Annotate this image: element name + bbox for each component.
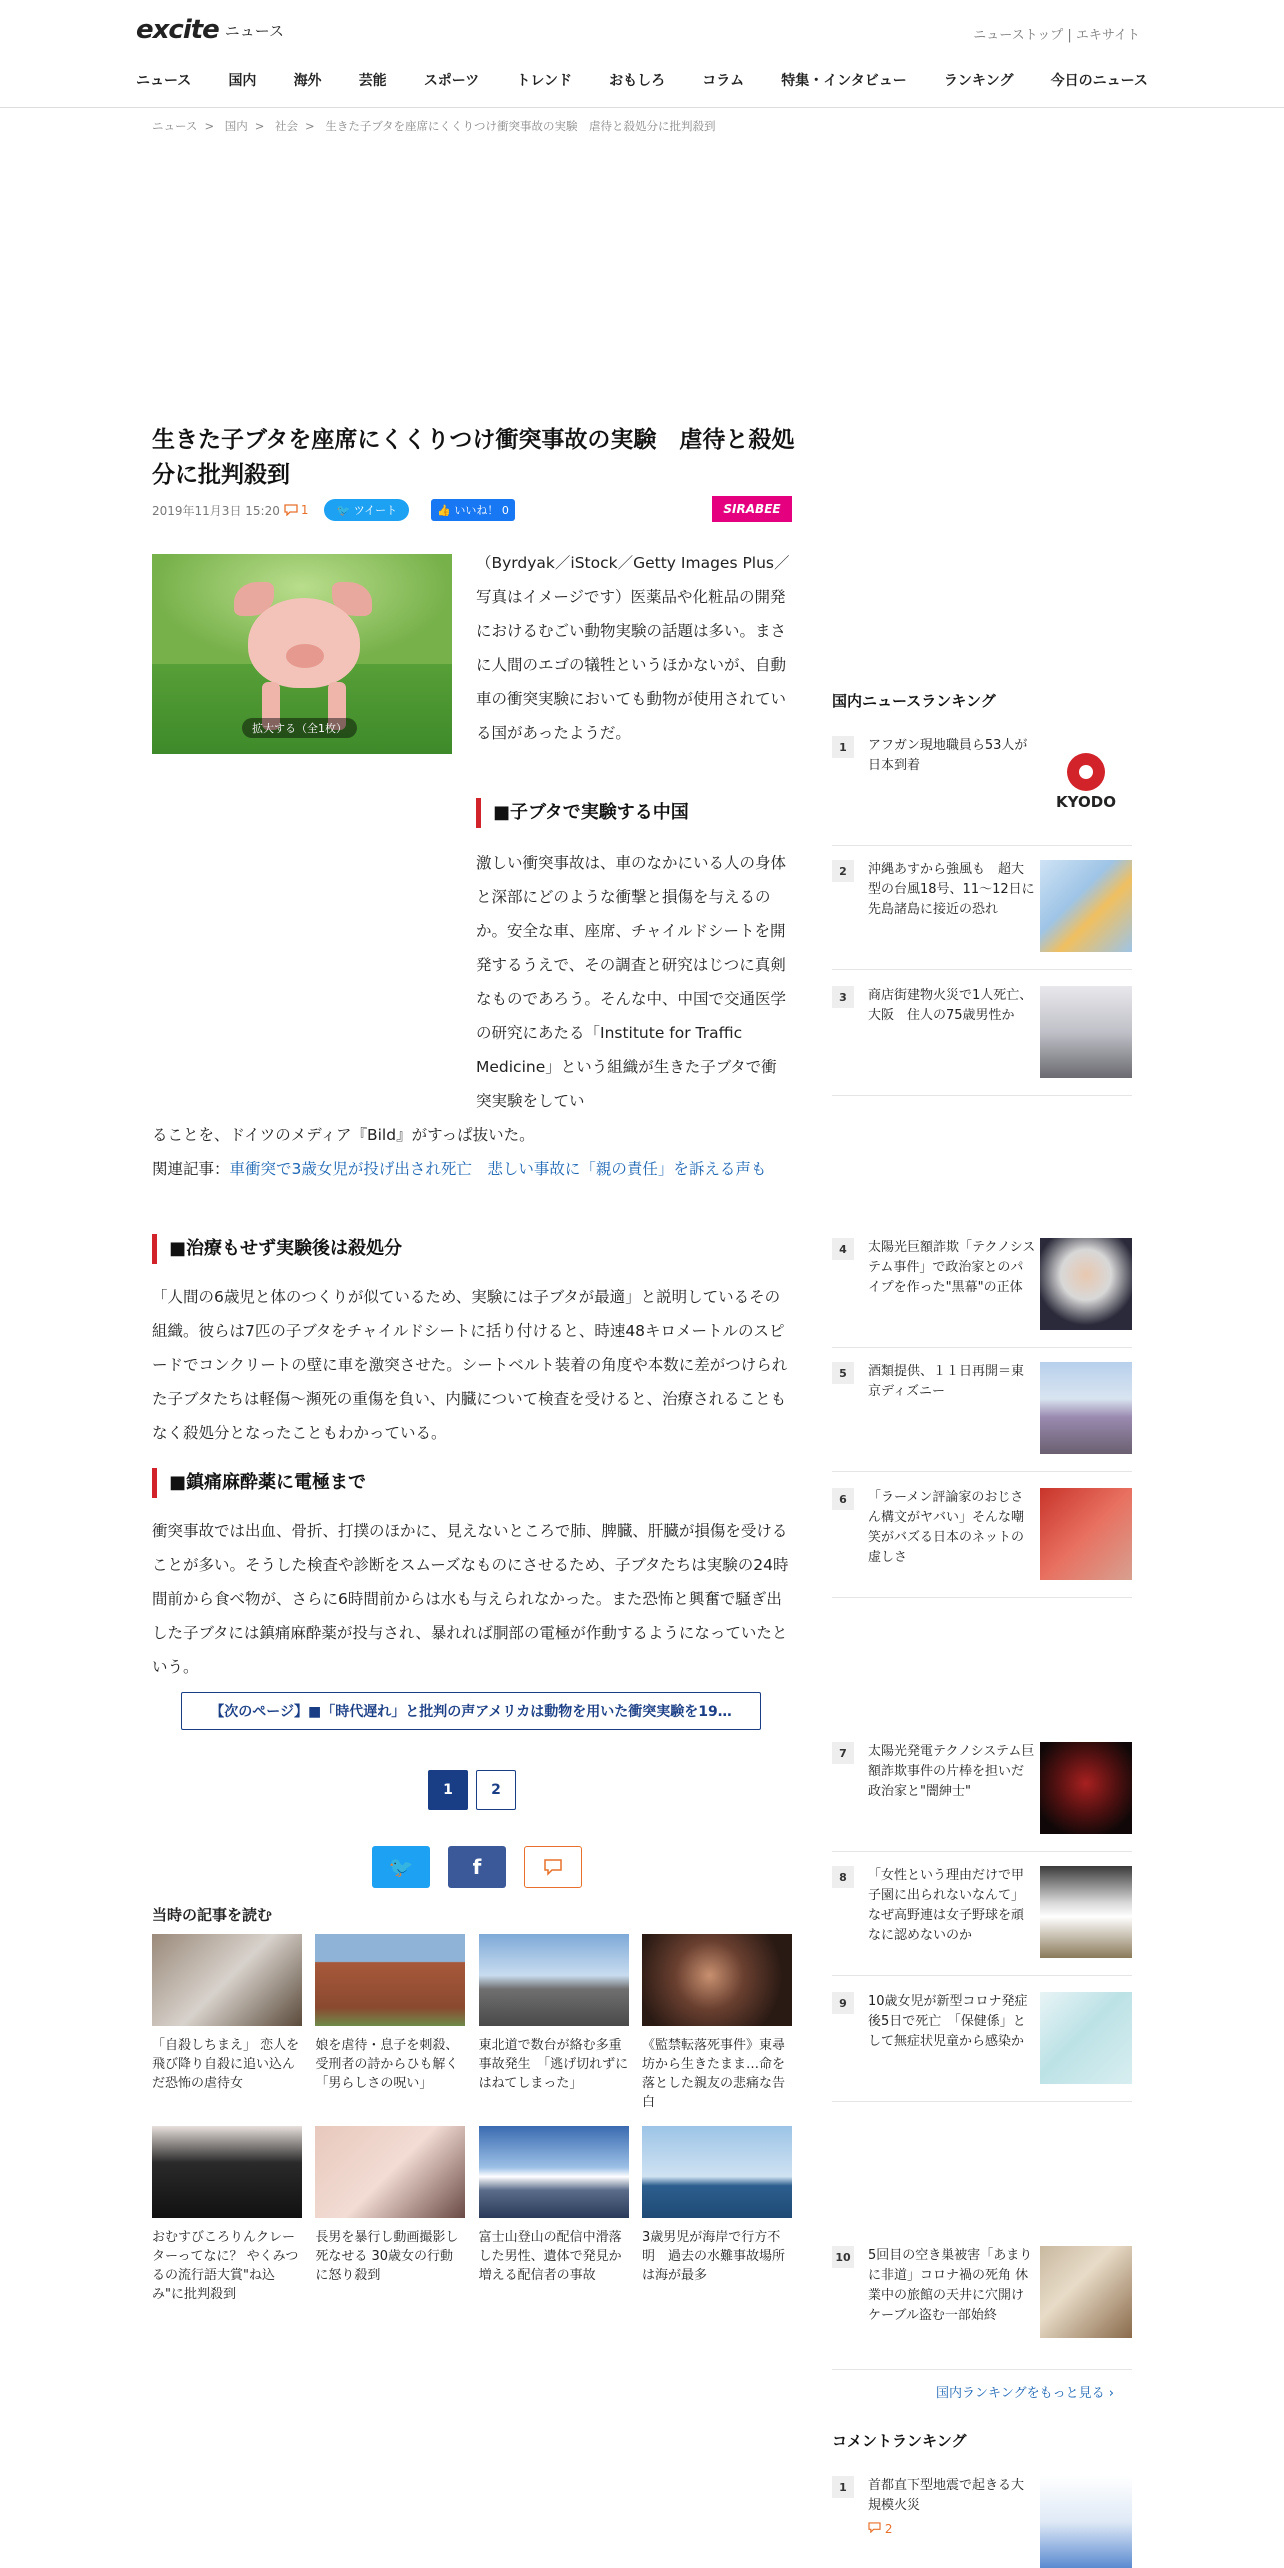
article-date: 2019年11月3日 15:20 [152,503,280,518]
ranking-item[interactable] [832,986,1132,1096]
rank-number: 1 [832,2476,854,2498]
nav-trend[interactable]: トレンド [516,73,573,89]
comment-count[interactable] [284,503,309,517]
related-article [152,1152,792,1186]
rank-thumb [1040,986,1132,1078]
ranking-item[interactable] [832,1362,1132,1472]
nav-domestic[interactable]: 国内 [228,73,257,89]
ranking-item[interactable] [832,2246,1132,2370]
related-heading: 当時の記事を読む [152,1906,273,1924]
rank-number: 10 [832,2246,854,2268]
thumbs-up-icon: 👍 [437,504,451,517]
rank-number: 6 [832,1488,854,1510]
related-thumb [479,1934,629,2026]
rank-title: 太陽光巨額詐欺「テクノシステム事件」で政治家とのパイプを作った"黒幕"の正体 [868,1240,1036,1295]
page-1[interactable]: 1 [428,1770,468,1810]
twitter-icon: 🐦 [336,504,351,517]
article-para-2a: 激しい衝突事故は、車のなかにいる人の身体と深部にどのような衝撃と損傷を与えるのか。安全な車、座席、チャイルドシートを開発するうえで、その調査と研究はじつに真剣なものであろう。そんな中、中国で交通医学の研究にあたる「Institute for Traffic Medicine」という組織が生きた子ブタで衝突実験をしてい [476,854,787,1110]
rank-thumb [1040,2246,1132,2338]
related-thumb [642,2126,792,2218]
page-2[interactable]: 2 [476,1770,516,1810]
article-para-3: 「人間の6歳児と体のつくりが似ているため、実験には子ブタが最適」と説明しているその組織。彼らは7匹の子ブタをチャイルドシートに括り付けると、時速48キロメートルのスピードでコンクリートの壁に車を激突させた。シートベルト装着の角度や本数に差がつけられた子ブタたちは軽傷～瀕死の重傷を負い、内臓について検査を受けると、治療されることもなく殺処分となったこともわかっている。 [152,1288,788,1442]
related-caption: おむすびころりんクレーターってなに？ やくみつるの流行語大賞"ね込み"に批判殺到 [152,2230,299,2302]
rank-title: 商店街建物火災で1人死亡、大阪 住人の75歳男性か [868,988,1033,1023]
nav-news[interactable]: ニュース [136,73,192,89]
article-meta [152,496,792,524]
related-caption: 娘を虐待・息子を刺殺、受刑者の詩からひも解く「男らしさの呪い」 [315,2038,459,2091]
link-excite[interactable]: エキサイト [1075,28,1140,43]
site-header [0,0,1284,108]
rank-number: 4 [832,1238,854,1260]
nav-feature[interactable]: 特集・インタビュー [781,73,907,89]
related-card[interactable] [478,2126,635,2304]
comment-icon [543,1858,563,1876]
chevron-right-icon: › [1108,2386,1114,2401]
nav-funny[interactable]: おもしろ [609,73,666,89]
rank-number: 9 [832,1992,854,2014]
related-thumb [642,1934,792,2026]
enlarge-caption[interactable]: 拡大する（全1枚） [242,718,357,738]
like-button[interactable] [431,499,515,521]
related-thumb [152,1934,302,2026]
rank-comment-value: 2 [884,2522,893,2536]
section-heading-3: ■鎮痛麻酔薬に電極まで [152,1468,366,1498]
next-page-button[interactable]: 【次のページ】■「時代遅れ」と批判の声アメリカは動物を用いた衝突実験を19… [181,1692,761,1730]
nav-entertainment[interactable]: 芸能 [358,73,387,89]
ranking-item[interactable] [832,860,1132,970]
top-links: ニューストップ | エキサイト [973,28,1140,43]
nav-today[interactable]: 今日のニュース [1050,73,1148,89]
article-photo[interactable] [152,554,452,754]
ranking-item[interactable] [832,1992,1132,2102]
comment-icon [284,504,298,516]
related-thumb [479,2126,629,2218]
ranking-item[interactable] [832,736,1132,846]
rank-title: 5回目の空き巣被害「あまりに非道」コロナ禍の死角 休業中の旅館の天井に穴開けケーブル盗む一部始終 [868,2248,1033,2323]
nav-ranking[interactable]: ランキング [943,73,1014,89]
related-card[interactable] [315,1934,465,2112]
share-comment-button[interactable] [524,1846,582,1888]
related-card[interactable] [152,1934,302,2112]
site-logo[interactable] [136,14,284,46]
rank-comment-count [868,2522,892,2536]
rank-number: 8 [832,1866,854,1888]
related-article-link[interactable]: 車衝突で3歳女児が投げ出され死亡 悲しい事故に「親の責任」を訴える声も [229,1160,767,1178]
rank-number: 7 [832,1742,854,1764]
rank-thumb [1040,1866,1132,1958]
article-para-4: 衝突事故では出血、骨折、打撲のほかに、見えないところで肺、脾臓、肝臓が損傷を受けることが多い。そうした検査や診断をスムーズなものにさせるため、子ブタたちは実験の24時間前から食べ物が、さらに6時間前からは水も与えられなかった。また恐怖と興奮で騒ぎ出した子ブタには鎮痛麻酔薬が投与され、暴れれば胴部の電極が作動するようになっていたという。 [152,1522,789,1676]
related-caption: 「自殺しちまえ」 恋人を飛び降り自殺に追い込んだ恐怖の虐待女 [152,2038,300,2091]
breadcrumb-news[interactable]: ニュース [152,119,198,133]
related-card[interactable] [642,2126,792,2304]
nav-column[interactable]: コラム [702,73,745,89]
breadcrumb-domestic[interactable]: 国内 [224,119,248,133]
ranking-item[interactable] [832,1742,1132,1852]
section-heading-2: ■治療もせず実験後は殺処分 [152,1234,402,1264]
related-row-1 [152,1934,792,2112]
section-heading-1: ■子ブタで実験する中国 [476,798,689,828]
rank-thumb [1040,2476,1132,2568]
comment-icon [868,2522,881,2533]
twitter-icon: 🐦 [388,1855,414,1879]
related-label: 関連記事： [152,1160,230,1178]
comment-ranking-heading: コメントランキング [832,2432,967,2450]
rank-title: 「ラーメン評論家のおじさん構文がヤバい」そんな嘲笑がバズる日本のネットの虚しさ [868,1490,1025,1565]
ranking-more-label: 国内ランキングをもっと見る [936,2386,1105,2401]
comment-count-value: 1 [300,503,309,517]
nav-world[interactable]: 海外 [293,73,322,89]
share-facebook-button[interactable] [448,1846,506,1888]
kyodo-logo: KYODO [1056,793,1116,811]
tweet-button[interactable] [324,499,409,521]
ranking-heading: 国内ニュースランキング [832,692,996,710]
rank-thumb [1040,1238,1132,1330]
related-card[interactable] [642,1934,792,2112]
rank-title: 沖縄あすから強風も 超大型の台風18号、11～12日に先島諸島に接近の恐れ [868,862,1035,917]
facebook-icon: f [472,1855,482,1879]
logo-excite: excite [136,15,219,45]
related-caption: 3歳男児が海岸で行方不明 過去の水難事故場所は海が最多 [641,2230,785,2283]
rank-title: 酒類提供、１１日再開＝東京ディズニー [868,1364,1025,1399]
main-nav [136,70,1148,90]
rank-number: 1 [832,736,854,758]
related-card[interactable] [315,2126,465,2304]
ranking-more-link[interactable] [936,2382,1114,2401]
source-logo[interactable]: SIRABEE [712,496,792,522]
rank-number: 2 [832,860,854,882]
rank-number: 3 [832,986,854,1008]
article-para-2b: ることを、ドイツのメディア『Bild』がすっぱ抜いた。 [152,1126,535,1144]
pagination [428,1770,516,1810]
rank-title: 10歳女児が新型コロナ発症後5日で死亡 「保健係」として無症状児童から感染か [868,1994,1028,2049]
related-caption: 長男を暴行し動画撮影し死なせる 30歳女の行動に怒り殺到 [315,2230,459,2283]
rank-thumb [1040,1362,1132,1454]
rank-title: 「女性という理由だけで甲子園に出られないなんて」なぜ高野連は女子野球を頑なに認めないのか [868,1868,1025,1943]
related-thumb [315,2126,465,2218]
like-label: いいね！ 0 [454,504,509,517]
logo-news: ニュース [224,21,285,40]
ranking-item[interactable] [832,1866,1132,1976]
ranking-item[interactable] [832,1238,1132,1348]
nav-sports[interactable]: スポーツ [423,73,480,89]
rank-title: 首都直下型地震で起きる大規模火災 [868,2478,1025,2513]
related-caption: 富士山登山の配信中滑落した男性、遺体で発見か 増える配信者の事故 [478,2230,635,2283]
rank-title: アフガン現地職員ら53人が日本到着 [868,738,1028,773]
article-title: 生きた子ブタを座席にくくりつけ衝突事故の実験 虐待と殺処分に批判殺到 [152,427,795,488]
related-card[interactable] [152,2126,302,2304]
link-news-top[interactable]: ニューストップ [973,28,1064,43]
tweet-label: ツイート [353,504,398,517]
share-buttons [372,1846,582,1888]
rank-number: 5 [832,1362,854,1384]
ranking-item[interactable] [832,1488,1132,1598]
breadcrumb: ニュース > 国内 > 社会 > 生きた子ブタを座席にくくりつけ衝突事故の実験 虐待と殺処分に批判殺到 [152,119,716,133]
rank-title: 太陽光発電テクノシステム巨額詐欺事件の片棒を担いだ政治家と"闇紳士" [868,1744,1035,1799]
related-row-2 [152,2126,792,2304]
share-twitter-button[interactable] [372,1846,430,1888]
rank-thumb [1040,1488,1132,1580]
related-thumb [152,2126,302,2218]
article-para-1: （Byrdyak／iStock／Getty Images Plus／写真はイメージです）医薬品や化粧品の開発におけるむごい動物実験の話題は多い。まさに人間のエゴの犠牲というほかないが、自動車の衝突実験においても動物が使用されている国があったようだ。 [476,554,790,742]
rank-thumb [1040,736,1132,828]
breadcrumb-society[interactable]: 社会 [275,119,299,133]
comment-ranking-item[interactable] [832,2476,1132,2568]
breadcrumb-current: 生きた子ブタを座席にくくりつけ衝突事故の実験 虐待と殺処分に批判殺到 [325,119,716,133]
rank-thumb [1040,1742,1132,1834]
related-caption: 東北道で数台が絡む多重事故発生 「逃げ切れずにはねてしまった」 [478,2038,629,2091]
related-caption: 《監禁転落死事件》東尋坊から生きたまま…命を落とした親友の悲痛な告白 [641,2038,785,2110]
rank-thumb [1040,1992,1132,2084]
related-card[interactable] [479,1934,629,2112]
related-thumb [315,1934,465,2026]
rank-thumb [1040,860,1132,952]
